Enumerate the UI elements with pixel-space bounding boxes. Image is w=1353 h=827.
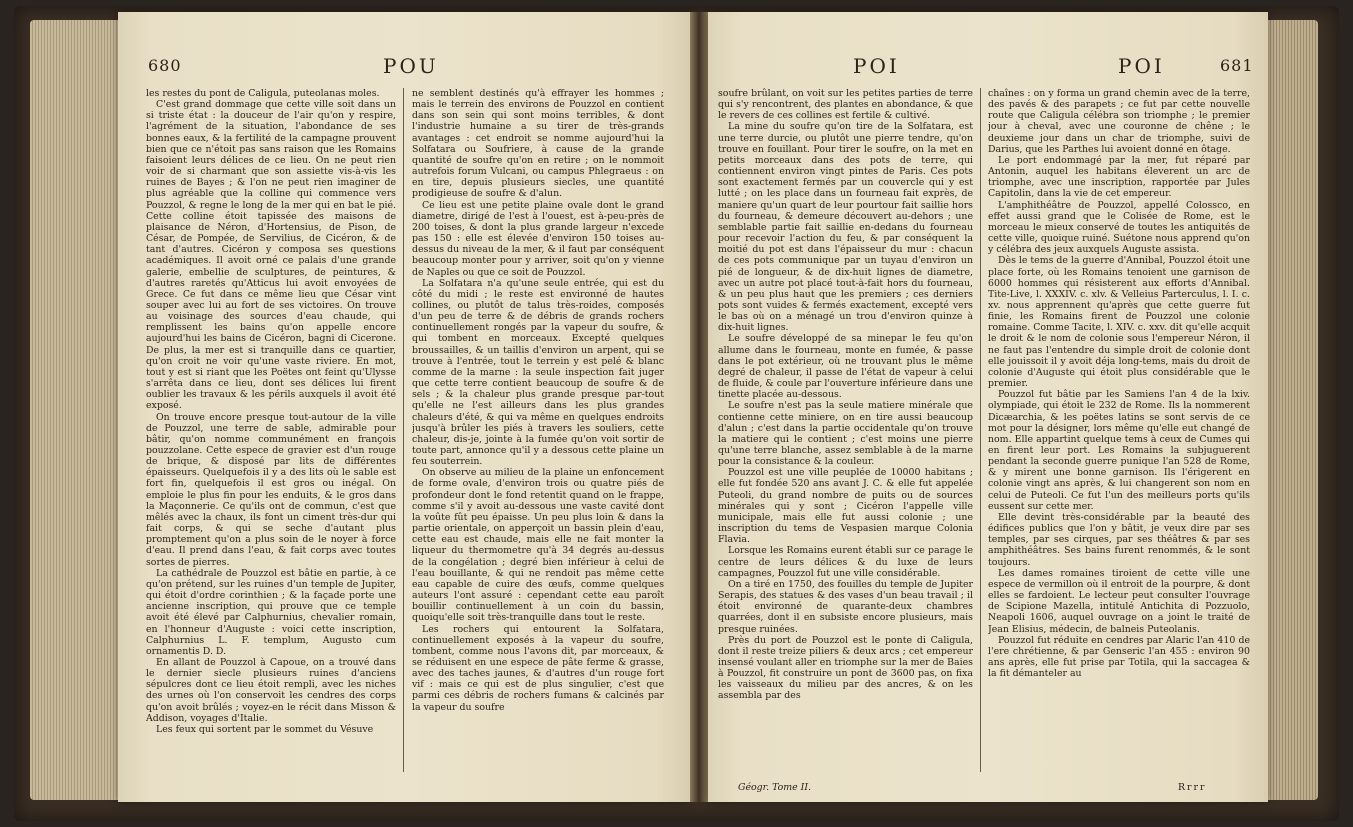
running-head-word: POI — [853, 54, 900, 78]
paragraph: On a tiré en 1750, des fouilles du temple de Jupiter Serapis, des statues & des vases d'un beau travail ; il étoit environné de quarante-deux chambres quarrées, dont il en subsiste encore plusieurs, mais presque ruinées. — [718, 578, 973, 635]
right-page-edges — [1268, 20, 1318, 800]
paragraph: soufre brûlant, on voit sur les petites parties de terre qui s'y rencontrent, des plantes en abondance, & que le revers de ces collines est fertile & cultivé. — [718, 88, 973, 122]
left-column-1 — [146, 88, 396, 782]
paragraph: Les dames romaines tiroient de cette ville une espece de vermillon où il entroit de la pourpre, & dont elles se fardoient. Le lecteur peut consulter l'ouvrage de Scipione Mazella, intitulé Antichita di Pozzuolo, Neapoli 1606, auquel ouvrage on a joint le traité de Jean Elisius, médecin, de balneis Puteolanis. — [988, 567, 1250, 635]
volume-footer: Géogr. Tome II. — [738, 782, 812, 793]
paragraph: Pouzzol est une ville peuplée de 10000 habitans ; elle fut fondée 520 ans avant J. C. & elle fut appelée Puteoli, du grand nombre de puits ou de sources minérales qui y sont ; Cicéron l'appelle ville municipale, mais elle fut aussi colonie ; une inscription du tems de Vespasien marque Colonia Flavia. — [718, 467, 973, 546]
paragraph: Elle devint très-considérable par la beauté des édifices publics que l'on y bâtit, je veux dire par ses temples, par ses cirques, par ses théâtres & par ses amphithéâtres. Ses bains furent renommés, & le sont toujours. — [988, 511, 1250, 568]
paragraph: Le soufre développé de sa minepar le feu qu'on allume dans le fourneau, monte en fumée, & passe dans le pot extérieur, où ne trouvant plus le même degré de chaleur, il passe de l'état de vapeur à celui de fluide, & coule par l'ouverture inférieure dans une tinette placée au-dessous. — [718, 333, 973, 401]
paragraph: Pouzzol fut réduite en cendres par Alaric l'an 410 de l'ere chrétienne, & par Genseric l'an 455 : environ 90 ans après, elle fut prise par Totila, qui la saccagea & la fit démanteler au — [988, 634, 1250, 680]
paragraph: C'est grand dommage que cette ville soit dans un si triste état : la douceur de l'air qu'on y respire, l'agrément de la situation, l'abondance de ses bonnes eaux, & la fertilité de la campagne prouvent bien que ce n'étoit pas sans raison que les Romains faisoient leurs délices de ce lieu. On ne peut rien voir de si charmant que son assiette vis-à-vis les ruines de Bayes ; & l'on ne peut rien imaginer de plus agréable que la colline qui commence vers Pouzzol, & regne le long de la mer qui en bat le pié. Cette colline étoit tapissée des maisons de plaisance de Néron, d'Hortensius, de Pison, de César, de Pompée, de Servilius, de Cicéron, & de tant d'autres. Cicéron y composa ses questions académiques. Il avoit orné ce palais d'une grande galerie, embellie de sculptures, de peintures, & d'autres raretés qu'Atticus lui avoit envoyées de Grece. Ce fut dans ce même lieu que César vint souper avec lui au fort de ses victoires. On trouve au voisinage des sources d'eau chaude, qui remplissent les bains qu'on appelle encore aujourd'hui les bains de Cicéron, bagni di Cicerone. De plus, la mer est si tranquille dans ce quartier, qu'on croit ne voir qu'une vaste riviere. En mot, tout y est si riant que les Poëtes ont feint qu'Ulysse s'arrêta dans ce lieu, dont ses délices lui firent oublier les travaux & les périls auxquels il avoit été exposé. — [146, 99, 396, 412]
paragraph: En allant de Pouzzol à Capoue, on a trouvé dans le dernier siecle plusieurs ruines d'anciens sépulcres dont ce lieu étoit rempli, avec les niches des urnes où l'on conservoit les cendres des corps qu'on avoit brûlés ; voyez-en le récit dans Misson & Addison, voyages d'Italie. — [146, 656, 396, 724]
running-head-word-2: POI — [1118, 54, 1165, 78]
left-running-head — [118, 52, 690, 82]
paragraph: L'amphithéâtre de Pouzzol, appellé Colossco, en effet aussi grand que le Colisée de Rome, est le morceau le mieux conservé de toutes les antiquités de cette ville, quoique ruiné. Suétone nous apprend qu'on y célébra des jeux auxquels Auguste assista. — [988, 199, 1250, 256]
book-gutter — [690, 12, 708, 802]
right-running-head — [708, 52, 1268, 82]
paragraph: On observe au milieu de la plaine un enfoncement de forme ovale, d'environ trois ou quatre piés de profondeur dont le fond retentit quand on le frappe, comme s'il y avoit au-dessous une vaste cavité dont la voûte fût peu épaisse. Un peu plus loin & dans la partie orientale, on apperçoit un bassin plein d'eau, cette eau est chaude, mais elle ne fait monter la liqueur du thermometre qu'à 34 degrés au-dessus de la congélation ; degré bien inférieur à celui de l'eau bouillante, & qui ne rendoit pas même cette eau capable de cuire des œufs, comme quelques auteurs l'ont assuré : cependant cette eau paroît bouillir continuellement à un coin du bassin, quoiqu'elle soit très-tranquille dans tout le reste. — [412, 467, 664, 624]
right-column-1 — [718, 88, 973, 768]
paragraph: Près du port de Pouzzol est le ponte di Caligula, dont il reste treize piliers & deux arcs ; cet empereur insensé voulant aller en triomphe sur la mer de Baies à Pouzzol, fit construire un pont de 3600 pas, on fixa les vaisseaux du milieu par des ancres, & on les assembla par des — [718, 634, 973, 702]
right-page — [708, 12, 1268, 802]
paragraph: Les rochers qui entourent la Solfatara, continuellement exposés à la vapeur du soufre, tombent, comme nous l'avons dit, par morceaux, & se réduisent en une espece de pâte ferme & grasse, avec des taches jaunes, & d'autres d'un rouge fort vif : mais ce qui est de plus singulier, c'est que parmi ces débris de rochers fumans & calcinés par la vapeur du soufre — [412, 623, 664, 713]
paragraph: Ce lieu est une petite plaine ovale dont le grand diametre, dirigé de l'est à l'ouest, est à-peu-près de 200 toises, & dont la plus grande largeur n'excede pas 150 : elle est élevée d'environ 150 toises au-dessus du niveau de la mer, & il faut par conséquent beaucoup monter pour y arriver, soit qu'on y vienne de Naples ou que ce soit de Pouzzol. — [412, 199, 664, 278]
paragraph: Lorsque les Romains eurent établi sur ce parage le centre de leurs délices & du luxe de leurs campagnes, Pouzzol fut une ville considérable. — [718, 545, 973, 579]
left-column-2 — [412, 88, 664, 782]
paragraph: Le soufre n'est pas la seule matiere minérale que contienne cette miniere, on en tire aussi beaucoup d'alun ; c'est dans la partie occidentale qu'on trouve la matiere qui le contient ; c'est moins une pierre qu'une terre blanche, assez semblable à de la marne pour la consistance & la couleur. — [718, 400, 973, 468]
paragraph: les restes du pont de Caligula, puteolanas moles. — [146, 88, 380, 99]
page-number: 681 — [1220, 56, 1254, 75]
left-page-edges — [30, 20, 118, 800]
paragraph: La mine du soufre qu'on tire de la Solfatara, est une terre durcie, ou plutôt une pierre tendre, qu'on trouve en fouillant. Pour tirer le soufre, on la met en petits morceaux dans des pots de terre, qui contiennent environ vingt pintes de Paris. Ces pots sont exactement fermés par un couvercle qui y est lutté ; on les place dans un fourneau fait exprès, de maniere qu'un quart de leur pourtour fait saillie hors du fourneau, & demeure découvert au-dehors ; une semblable partie fait saillie en-dedans du fourneau pour recevoir l'action du feu, & par conséquent la moitié du pot est dans l'épaisseur du mur : chacun de ces pots communique par un tuyau d'environ un pié de longueur, & de dix-huit lignes de diametre, avec un autre pot placé tout-à-fait hors du fourneau, & un peu plus haut que les premiers ; ces derniers pots sont vuides & fermés exactement, excepté vers le bas où on a ménagé un trou d'environ quinze à dix-huit lignes. — [718, 121, 973, 334]
paragraph: Dès le tems de la guerre d'Annibal, Pouzzol étoit une place forte, où les Romains tenoient une garnison de 6000 hommes qui résisterent aux efforts d'Annibal. Tite-Live, l. XXXIV. c. xlv. & Velleius Parterculus, l. I. c. xv. nous apprennent qu'après que cette guerre fut finie, les Romains firent de Pouzzol une colonie romaine. Comme Tacite, l. XIV. c. xxv. dit qu'elle acquit le droit & le nom de colonie sous l'empereur Néron, il ne faut pas l'entendre du simple droit de colonie dont elle jouissoit il y avoit déja long-tems, mais du droit de colonie d'Auguste qui étoit plus considérable que le premier. — [988, 255, 1250, 390]
paragraph: Les feux qui sortent par le sommet du Vésuve — [156, 723, 374, 735]
paragraph: La Solfatara n'a qu'une seule entrée, qui est du côté du midi ; le reste est environné de hautes collines, ou plutôt de talus très-roides, composés d'un peu de terre & de débris de grands rochers continuellement rongés par la vapeur du soufre, & qui tombent en morceaux. Excepté quelques broussailles, & un taillis d'environ un arpent, qui se trouve à l'entrée, tout le terrein y est pelé & blanc comme de la marne : la seule inspection fait juger que cette terre contient beaucoup de soufre & de sels ; & la chaleur plus grande presque par-tout qu'elle ne l'est ailleurs dans les plus grandes chaleurs d'été, & qui va même en quelques endroits jusqu'à brûler les piés à travers les souliers, cette chaleur, dis-je, jointe à la fumée qu'on voit sortir de toute part, annonce qu'il y a dessous cette plaine un feu souterrein. — [412, 277, 664, 468]
running-head-word: POU — [383, 54, 439, 78]
paragraph: ne semblent destinés qu'à effrayer les hommes ; mais le terrein des environs de Pouzzol en contient dans son sein qui sont moins terribles, & dont l'industrie humaine a su tirer de très-grands avantages : cet endroit se nomme aujourd'hui la Solfatara ou Soufriere, à cause de la grande quantité de soufre qu'on en retire ; on le nommoit autrefois forum Vulcani, ou campus Phlegraeus : on en tire, depuis plusieurs siecles, une quantité prodigieuse de soufre & d'alun. — [412, 88, 664, 200]
paragraph: On trouve encore presque tout-autour de la ville de Pouzzol, une terre de sable, admirable pour bâtir, qu'on nomme communément en françois pouzzolane. Cette espece de gravier est d'un rouge de brique, & disposé par lits de différentes épaisseurs. Quelquefois il y a des lits où le sable est fort fin, quelquefois il est gros ou inégal. On emploie le plus fin pour les enduits, & le gros dans la Maçonnerie. Ce qu'ils ont de commun, c'est que mêlés avec la chaux, ils font un ciment très-dur qui fait corps, & qui se seche d'autant plus promptement qu'on a plus soin de le noyer à force d'eau. Il prend dans l'eau, & fait corps avec toutes sortes de pierres. — [146, 411, 396, 568]
signature-mark: Rrrr — [1178, 782, 1207, 793]
left-page — [118, 12, 690, 802]
paragraph: Le port endommagé par la mer, fut réparé par Antonin, auquel les habitans éleverent un arc de triomphe, avec une inscription, rapportée par Jules Capitolin, dans la vie de cet empereur. — [988, 154, 1250, 200]
paragraph: Pouzzol fut bâtie par les Samiens l'an 4 de la lxiv. olympiade, qui étoit le 232 de Rome. Ils la nommerent Dicæarchia, & les poëtes latins se sont servis de ce mot pour la désigner, lors même qu'elle eut changé de nom. Elle appartint quelque tems à ceux de Cumes qui en firent leur port. Les Romains la subjuguerent pendant la seconde guerre punique l'an 528 de Rome, & y mirent une bonne garnison. Ils l'érigerent en colonie vingt ans après, & lui changerent son nom en celui de Puteoli. Ce fut l'un des meilleurs ports qu'ils eussent sur cette mer. — [988, 389, 1250, 512]
page-number: 680 — [148, 56, 182, 75]
right-column-2 — [988, 88, 1250, 768]
paragraph: chaînes : on y forma un grand chemin avec de la terre, des pavés & des parapets ; ce fut par cette nouvelle route que Caligula célébra son triomphe ; le premier jour à cheval, avec une couronne de chêne ; le deuxieme jour dans un char de triomphe, suivi de Darius, que les Parthes lui avoient donné en ôtage. — [988, 88, 1250, 155]
paragraph: La cathédrale de Pouzzol est bâtie en partie, à ce qu'on prétend, sur les ruines d'un temple de Jupiter, qui étoit d'ordre corinthien ; & la façade porte une ancienne inscription, qui prouve que ce temple avoit été élevé par Calphurnius, chevalier romain, en l'honneur d'Auguste : voici cette inscription, Calphurnius L. F. templum, Augusto cum ornamentis D. D. — [146, 567, 396, 657]
